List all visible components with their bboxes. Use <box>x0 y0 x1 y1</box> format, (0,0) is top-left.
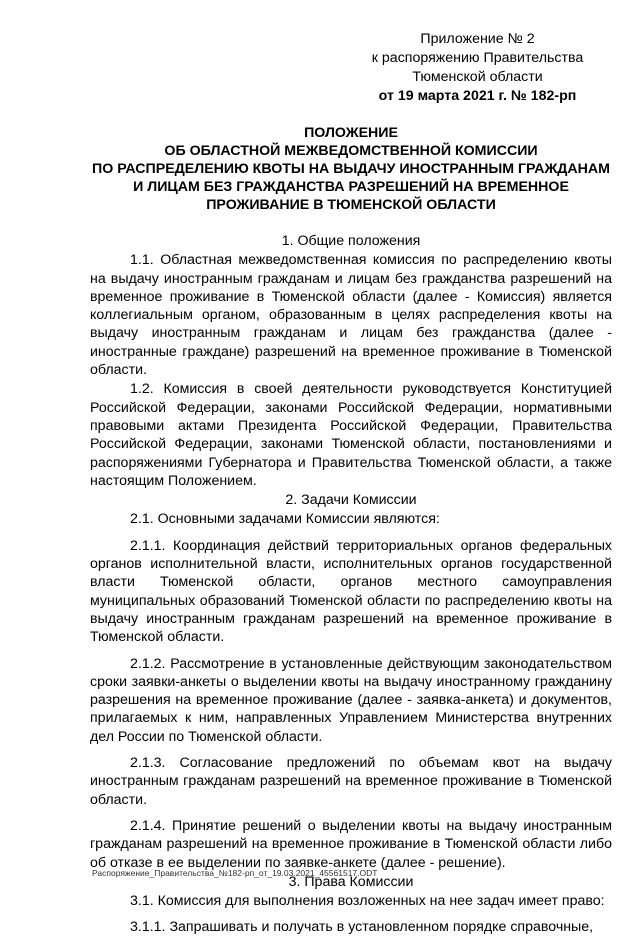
file-name-footer: Распоряжение_Правительства_№182-рп_от_19.03.2021_45561517.ODT <box>92 868 378 878</box>
title-line-1: ПОЛОЖЕНИЕ <box>304 125 398 141</box>
appendix-number: Приложение № 2 <box>420 31 535 47</box>
appendix-region: Тюменской области <box>412 69 543 85</box>
section-heading-3: 3. Права Комиссии <box>288 873 414 890</box>
paragraph-2-1-4: 2.1.4. Принятие решений о выделении квоты на выдачу иностранным гражданам разрешений на временное проживание в Тюменской области либо об отказе в ее выделении по заявке-анкете (далее - решение). <box>90 817 612 871</box>
title-line-2: ОБ ОБЛАСТНОЙ МЕЖВЕДОМСТВЕННОЙ КОМИССИИ <box>164 143 538 159</box>
appendix-date-number: от 19 марта 2021 г. № 182-рп <box>378 88 577 104</box>
section-heading-2: 2. Задачи Комиссии <box>285 492 417 509</box>
title-line-3: ПО РАСПРЕДЕЛЕНИЮ КВОТЫ НА ВЫДАЧУ ИНОСТРАННЫМ ГРАЖДАНАМ <box>92 161 610 177</box>
paragraph-3-1: 3.1. Комиссия для выполнения возложенных на нее задач имеет право: <box>130 893 605 910</box>
document-title <box>90 124 612 214</box>
paragraph-2-1: 2.1. Основными задачами Комиссии являются: <box>130 511 440 528</box>
appendix-header <box>360 30 595 106</box>
paragraph-1-1: 1.1. Областная межведомственная комиссия по распределению квоты на выдачу иностранным гражданам и лицам без гражданства разрешений на временное проживание в Тюменской области (далее - Комиссия) является коллегиальным органом, образованным в целях распределения квоты на выдачу иностранным гражданам и лицам без гражданства (далее - иностранные граждане) разрешений на временное проживание в Тюменской области. <box>90 252 612 379</box>
section-heading-1: 1. Общие положения <box>281 233 421 249</box>
paragraph-2-1-1: 2.1.1. Координация действий территориальных органов федеральных органов исполнительной власти, исполнительных органов государственной власти Тюменской области, органов местного самоуправления муниципальных образований Тюменской области по распределению квоты на выдачу иностранным гражданам разрешений на временное проживание в Тюменской области. <box>90 537 612 646</box>
paragraph-2-1-2: 2.1.2. Рассмотрение в установленные действующим законодательством сроки заявки-анкеты о выделении квоты на выдачу иностранному гражданину разрешения на временное проживание (далее - заявка-анкета) и документов, прилагаемых к ним, направленных Управлением Министерства внутренних дел России по Тюменской области. <box>90 655 612 745</box>
document-body <box>90 232 612 938</box>
title-line-4: И ЛИЦАМ БЕЗ ГРАЖДАНСТВА РАЗРЕШЕНИЙ НА ВРЕМЕННОЕ <box>133 179 569 195</box>
paragraph-1-2: 1.2. Комиссия в своей деятельности руководствуется Конституцией Российской Федерации, законами Российской Федерации, нормативными правовыми актами Президента Российской Федерации, Правительства Российской Федерации, законами Тюменской области, постановлениями и распоряжениями Губернатора и Правительства Тюменской области, а также настоящим Положением. <box>90 381 612 489</box>
paragraph-2-1-3: 2.1.3. Согласование предложений по объемам квот на выдачу иностранным гражданам разрешений на временное проживание в Тюменской области. <box>90 755 612 808</box>
paragraph-3-1-1: 3.1.1. Запрашивать и получать в установленном порядке справочные, <box>130 919 594 936</box>
title-line-5: ПРОЖИВАНИЕ В ТЮМЕНСКОЙ ОБЛАСТИ <box>206 197 496 213</box>
appendix-reference: к распоряжению Правительства <box>371 50 584 66</box>
